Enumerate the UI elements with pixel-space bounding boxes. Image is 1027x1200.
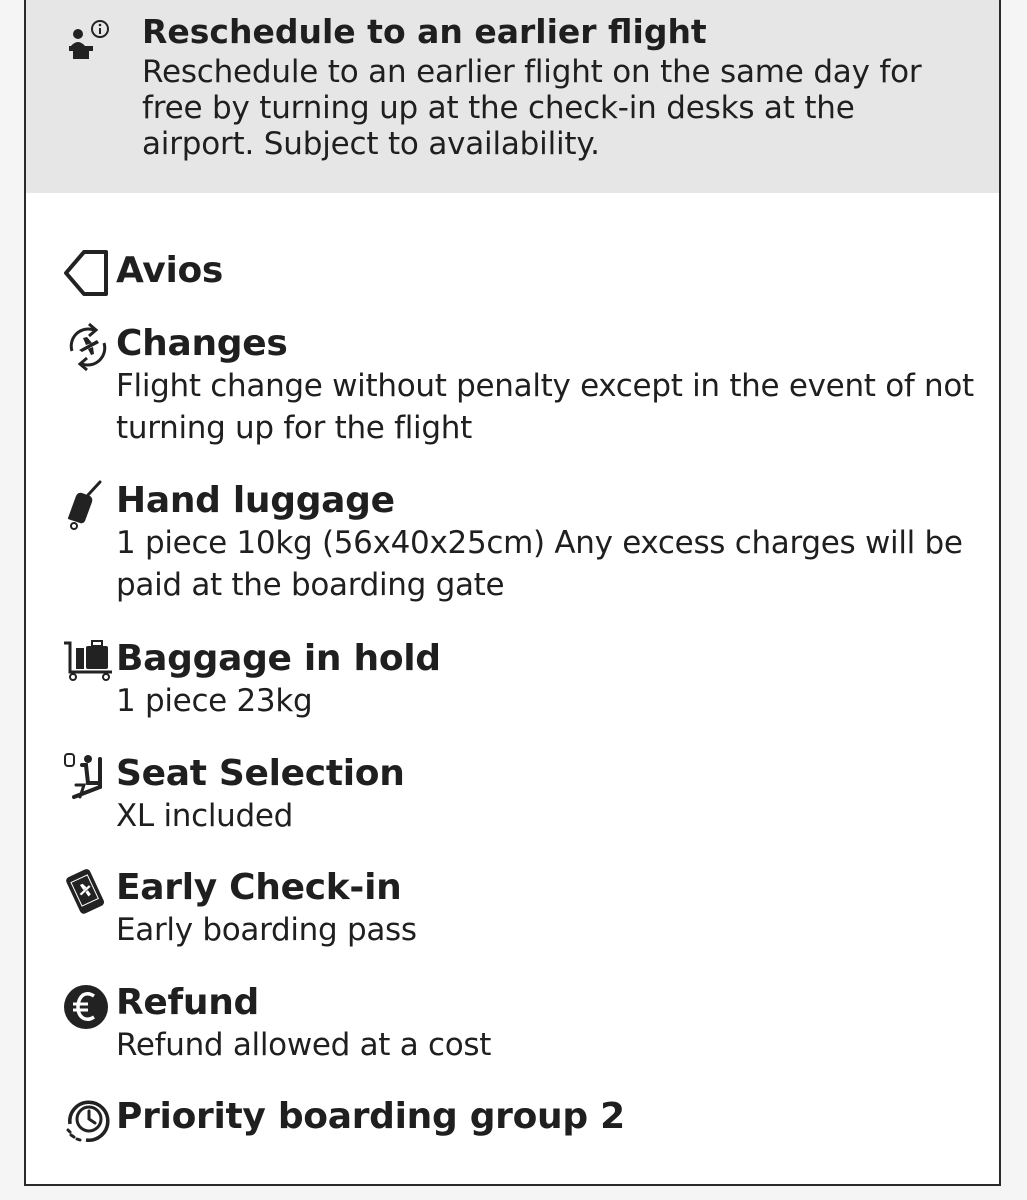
flight-change-icon [62, 321, 114, 373]
boarding-pass-phone-icon [62, 865, 114, 917]
feature-title: Refund [116, 982, 260, 1023]
feature-title: Seat Selection [116, 753, 405, 794]
banner-title: Reschedule to an earlier flight [142, 12, 707, 51]
fare-details-card [24, 0, 1001, 1186]
feature-description: Refund allowed at a cost [116, 1027, 492, 1063]
feature-description: Early boarding pass [116, 912, 417, 948]
feature-title: Avios [116, 250, 224, 291]
reschedule-banner [26, 0, 999, 193]
feature-title: Early Check-in [116, 867, 402, 908]
check-in-desk-info-icon [66, 18, 114, 66]
banner-description: Reschedule to an earlier flight on the same day for free by turning up at the check-in desks at the airport. Subject to availability. [142, 54, 922, 162]
euro-icon [62, 980, 114, 1032]
avios-tag-icon [62, 248, 114, 300]
priority-clock-icon [62, 1094, 114, 1146]
feature-description: XL included [116, 798, 294, 834]
feature-title: Priority boarding group 2 [116, 1096, 625, 1137]
feature-title: Changes [116, 323, 288, 364]
feature-description: 1 piece 23kg [116, 683, 313, 719]
feature-description: Flight change without penalty except in the event of not turning up for the flight [116, 368, 974, 446]
hand-luggage-icon [62, 478, 114, 530]
feature-title: Baggage in hold [116, 638, 441, 679]
baggage-trolley-icon [62, 636, 114, 688]
feature-description: 1 piece 10kg (56x40x25cm) Any excess charges will be paid at the boarding gate [116, 525, 963, 603]
seat-icon [62, 751, 114, 803]
feature-title: Hand luggage [116, 480, 395, 521]
